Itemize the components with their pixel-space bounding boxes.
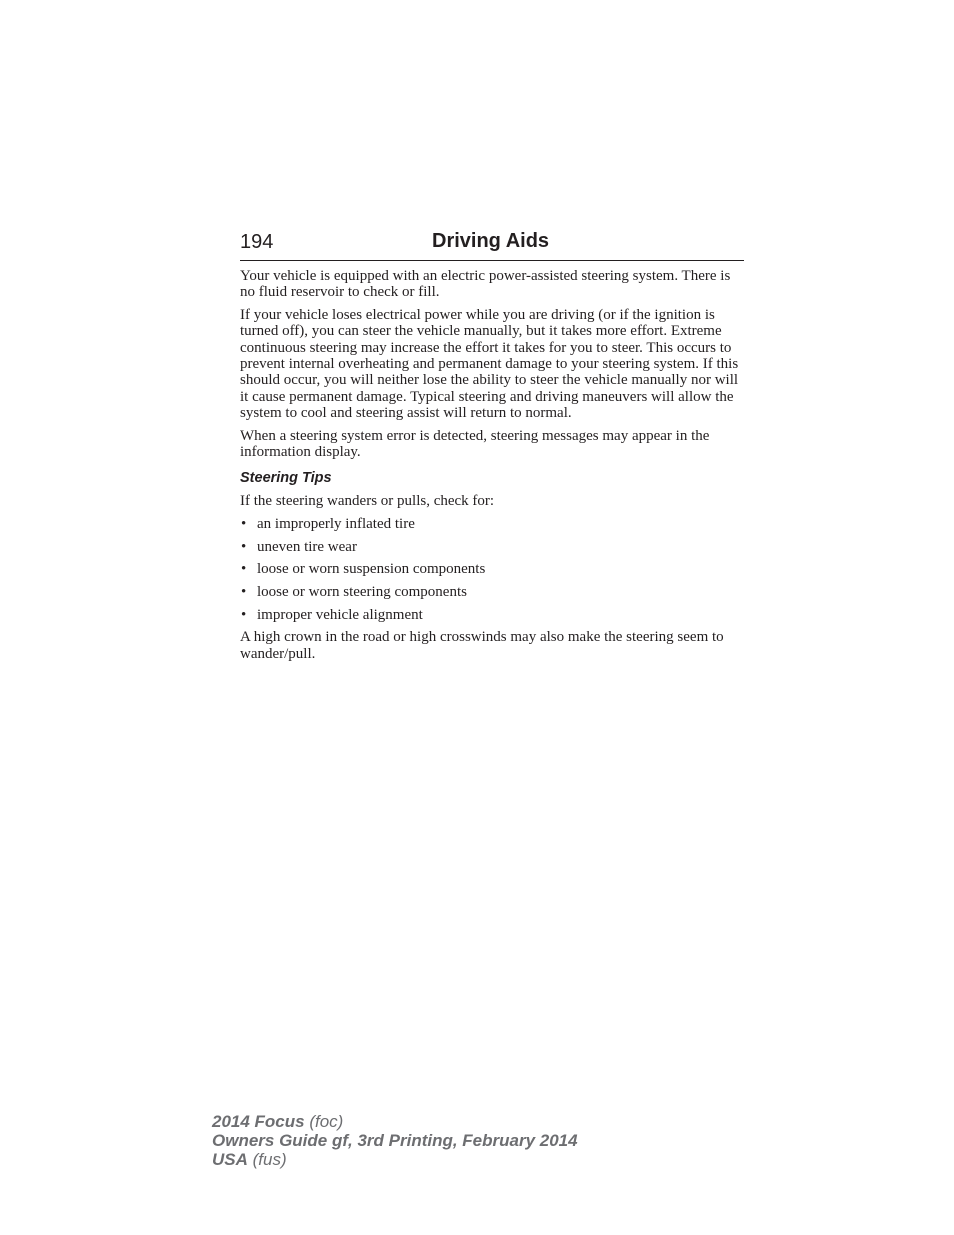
paragraph-power-loss: If your vehicle loses electrical power while you are driving (or if the ignition is turned off), you can steer the vehicle manually, but it takes more effort. Extreme continuous steering may increase the effort it takes for you to steer. This occurs to prevent internal overheating and permanent damage to your steering system. If this should occur, you will neither lose the ability to steer the vehicle manually nor will it cause permanent damage. Typical steering and driving maneuvers will allow the system to cool and steering assist will return to normal. [240,306,739,422]
list-item-text: an improperly inflated tire [257,515,415,532]
footer-market: USA [212,1150,248,1169]
list-item-text: uneven tire wear [257,538,357,555]
paragraph-error-messages: When a steering system error is detected, steering messages may appear in the information display. [240,427,710,461]
footer-line-market [212,1150,578,1169]
page-content [240,268,744,668]
list-item-text: loose or worn steering components [257,583,467,600]
section-title: Driving Aids [432,230,550,252]
list-item [240,516,744,532]
list-item-text: loose or worn suspension components [257,561,486,578]
footer-model: 2014 Focus [212,1112,305,1131]
paragraph-tips-intro: If the steering wanders or pulls, check for: [240,493,495,510]
bullet-icon: • [241,515,247,532]
footer-model-code: (foc) [309,1112,344,1131]
list-item [240,539,744,555]
list-item [240,561,744,577]
footer-market-code: (fus) [252,1150,287,1169]
footer-guide-info: Owners Guide gf, 3rd Printing, February 2014 [212,1131,578,1150]
subheading-steering-tips: Steering Tips [240,470,332,487]
footer-line-model [212,1112,578,1131]
list-item [240,607,744,623]
list-item-text: improper vehicle alignment [257,606,423,623]
paragraph-closing: A high crown in the road or high crosswinds may also make the steering seem to wander/pull. [240,629,724,662]
page-header [240,228,744,261]
bullet-icon: • [241,583,247,600]
paragraph-power-steering: Your vehicle is equipped with an electric power-assisted steering system. There is no fluid reservoir to check or fill. [240,268,731,301]
page-number: 194 [240,231,274,253]
page-footer [212,1112,578,1169]
footer-line-guide [212,1131,578,1150]
bullet-icon: • [241,538,247,555]
bullet-icon: • [241,606,247,623]
bullet-icon: • [241,561,247,578]
list-item [240,584,744,600]
steering-tips-list [240,516,744,623]
